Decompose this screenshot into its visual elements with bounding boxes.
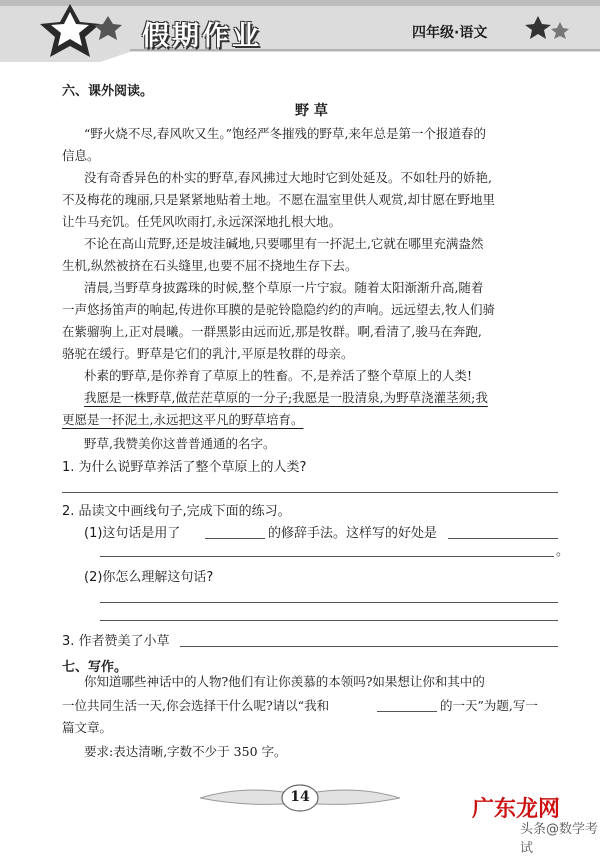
- page-title: 假期作业: [142, 21, 262, 52]
- grade-subject-label: 四年级·语文: [412, 25, 488, 41]
- writing-prompt-line-3: 篇文章。: [62, 720, 113, 735]
- paragraph-3-line-1: 不论在高山荒野,还是坡洼碱地,只要哪里有一抔泥土,它就在哪里充满盎然: [84, 236, 484, 251]
- question-3: 3. 作者赞美了小草: [62, 634, 170, 649]
- period-mark: 。: [556, 544, 570, 559]
- question-2: 2. 品读文中画线句子,完成下面的练习。: [62, 504, 291, 519]
- underlined-sentence-line-1: 我愿是一株野草,做茫茫草原的一分子;我愿是一股清泉,为野草浇灌茎须;我: [84, 390, 488, 405]
- page-number: 14: [290, 789, 310, 805]
- writing-prompt-line-2a: 一位共同生活一天,你会选择干什么呢?请以“我和: [62, 698, 330, 713]
- underlined-sentence-line-2: 更愿是一抔泥土,永远把这平凡的野草培育。: [62, 412, 304, 427]
- question-2-part-1-prefix: (1)这句话是用了: [84, 526, 181, 541]
- paragraph-1-line-1: “野火烧不尽,春风吹又生。”饱经严冬摧残的野草,来年总是第一个报道春的: [84, 126, 486, 141]
- section-7-heading: 七、写作。: [62, 660, 128, 675]
- benefit-blank[interactable]: [448, 538, 558, 539]
- watermark-logo: 广东龙网: [472, 797, 561, 822]
- paragraph-1-line-2: 信息。: [62, 148, 100, 163]
- answer-line-q2-1[interactable]: [100, 556, 554, 557]
- paragraph-4-line-2: 一声悠扬笛声的响起,传进你耳膜的是驼铃隐隐约约的声响。远远望去,牧人们骑: [62, 302, 495, 317]
- paragraph-4-line-4: 骆驼在缓行。野草是它们的乳汁,平原是牧群的母亲。: [62, 346, 354, 361]
- question-2-part-2: (2)你怎么理解这句话?: [84, 570, 214, 585]
- paragraph-7: 野草,我赞美你这普普通通的名字。: [84, 436, 276, 451]
- answer-line-q3[interactable]: [180, 646, 558, 647]
- writing-requirement: 要求:表达清晰,字数不少于 350 字。: [84, 744, 287, 759]
- answer-line-q2-2a[interactable]: [100, 602, 558, 603]
- paragraph-2-line-3: 让牛马充饥。任凭风吹雨打,永远深深地扎根大地。: [62, 214, 341, 229]
- answer-line-q1[interactable]: [62, 492, 558, 493]
- paragraph-5: 朴素的野草,是你养育了草原上的牲畜。不,是养活了整个草原上的人类!: [84, 368, 472, 383]
- paragraph-3-line-2: 生机,纵然被挤在石头缝里,也要不屈不挠地生存下去。: [62, 258, 358, 273]
- rhetoric-blank[interactable]: [205, 538, 265, 539]
- writing-prompt-line-1: 你知道哪些神话中的人物?他们有让你羡慕的本领吗?如果想让你和其中的: [84, 674, 485, 689]
- paragraph-4-line-3: 在紫骝驹上,正对晨曦。一群黑影由远而近,那是牧群。啊,看清了,骏马在奔跑,: [62, 324, 482, 339]
- watermark-sub: 头条@数学考试: [520, 822, 599, 856]
- question-1: 1. 为什么说野草养活了整个草原上的人类?: [62, 460, 307, 475]
- writing-title-blank[interactable]: [377, 711, 437, 712]
- paragraph-2-line-1: 没有奇香异色的朴实的野草,春风拂过大地时它到处延及。不如牡丹的娇艳,: [84, 170, 492, 185]
- article-title: 野 草: [295, 103, 328, 119]
- header-band: [0, 0, 600, 62]
- answer-line-q2-2b[interactable]: [100, 620, 558, 621]
- question-2-part-1-middle: 的修辞手法。这样写的好处是: [268, 526, 438, 541]
- writing-prompt-line-2b: 的一天”为题,写一: [440, 698, 538, 713]
- paragraph-4-line-1: 清晨,当野草身披露珠的时候,整个草原一片宁寂。随着太阳渐渐升高,随着: [84, 280, 484, 295]
- section-6-heading: 六、课外阅读。: [62, 84, 154, 99]
- paragraph-2-line-2: 不及梅花的瑰丽,只是紧紧地贴着土地。不愿在温室里供人观赏,却甘愿在野地里: [62, 192, 495, 207]
